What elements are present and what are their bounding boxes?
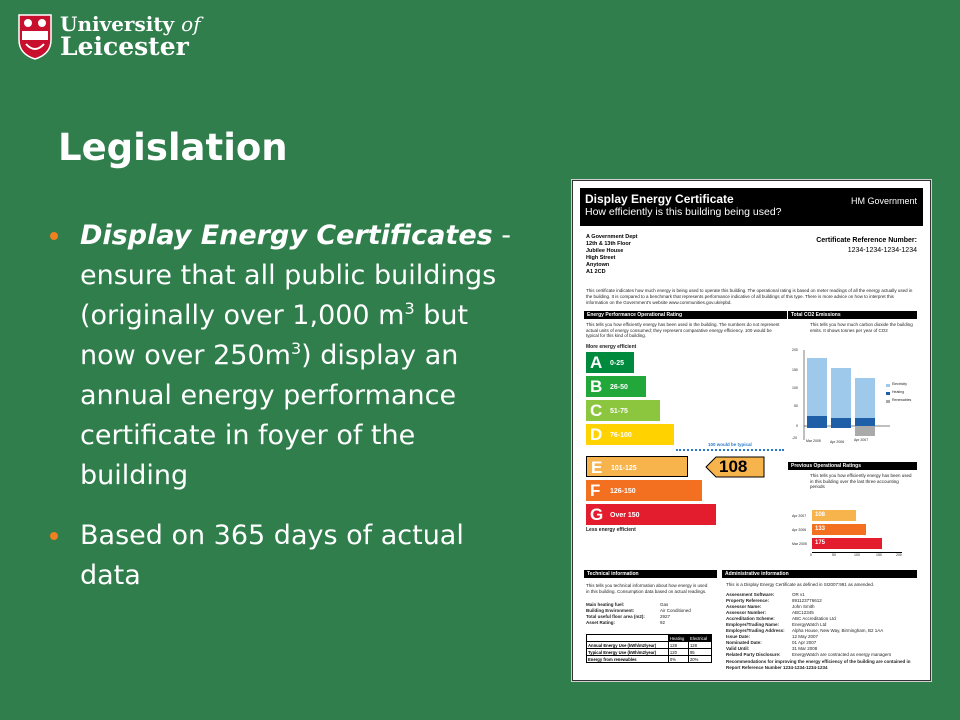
- crest-icon: [18, 14, 52, 60]
- admin-label: Employer/Trading Address:: [726, 628, 785, 633]
- rating-arrow: [705, 456, 765, 483]
- less-efficient-label: Less energy efficient: [586, 527, 636, 533]
- admin-label: Property Reference:: [726, 598, 770, 603]
- band-range: 76-100: [610, 432, 632, 439]
- bullet-dot-icon: [50, 232, 58, 240]
- certificate-header: Display Energy Certificate How efficiently is this building being used? HM Government: [580, 188, 923, 226]
- prev-ratings-header: Previous Operational Ratings: [788, 462, 917, 470]
- prev-rating-bar: 175: [812, 538, 882, 549]
- rating-band-b: [586, 376, 646, 397]
- admin-label: Assessor Name:: [726, 604, 762, 609]
- display-energy-certificate: Display Energy Certificate How efficiently is this building being used? HM Government A Government Dept 12th & 13th Floor Jubilee House High Street Anytown A1 2CD Certificate Reference Number: 1234-1234-1234-1234 This certificate indicates how much energy is being used to operate this building. The operational rating is based on meter readings of all the energy actually used in the building. It is compared to a benchmark that represents performance indicative of all buildings of this type. There is more advice on how to interpret this information on the Government's website www.communities.gov.uk/epbd. Energy Performance Operational Rating This tells you how efficiently energy has been used in the building. The numbers do not represent actual units of energy consumed; they represent comparative energy efficiency. 100 would be typical for this kind of building. More energy efficient A 0-25 B 26-50 C 51-75 D 76-100 E 101-125 F 126-150 G Over 150 100 would be typical 108 Less energy efficient Total CO2 Emissions This tells you how much carbon dioxide the building emits. It shows tonnes per year of CO2 Electricity Heating Renewables 200 150 100 50 0 -20 Mar 2005 Apr 2006 Apr 2007 Previous Operational Ratings This tells you how efficiently energy has been used in this building over the last three accounting periods Apr 2007 108 Apr 2006 133 Mar 2005 175 0 50 100 150 200 Technical information This tells you technical information about how energy is used in this building. Consumption data based on actual readings. Main heating fuel: Gas Building Environment: Air Conditioned Total useful floor area (m2): 2927 Asset Rating: 92 Heating Electrical Annual Energy Use (kWh/m2/year) 128 128 Typical Energy Use (kWh/m2/year) 120 95 Energy from renewables 0% 20% Administrative information This is a Display Energy Certificate as defined in SI2007:991 as amended. Assessment Software: OR v1 Property Reference: 891123776612 Assessor Name: John Smith Assessor Number: ABC12345 Accreditation Scheme: ABC Accreditation Ltd Employer/Trading Name: EnergyWatch Ltd Employer/Trading Address: Alpha House, New Way, Birmingham, B2 1AA Issue Date: 12 May 2007 Nominated Date: 01 Apr 2007 Valid Until: 31 Mar 2008 Related Party Disclosure: EnergyWatch are contracted as energy managers Recommendations for improving the energy efficiency of the building are contained in Report Reference Number 1234-1234-1234-1234: [572, 180, 931, 681]
- admin-value: EnergyWatch Ltd: [792, 622, 827, 627]
- tech-info-header: Technical information: [584, 570, 717, 578]
- prev-rating-bar: 108: [812, 510, 856, 521]
- prev-rating-bar: 133: [812, 524, 866, 535]
- admin-value: John Smith: [792, 604, 815, 609]
- band-range: Over 150: [610, 512, 640, 519]
- admin-label: Assessment Software:: [726, 592, 775, 597]
- tech-info-desc: This tells you technical information about how energy is used in this building. Consumption data based on actual readings.: [586, 583, 708, 594]
- typical-line: [676, 449, 784, 451]
- bullet-item: Display Energy Certificates - ensure that all public buildings (originally over 1,000 $m^3$ but now over $250m^3$) display an annual energy performance certificate in foyer of the building: [48, 216, 528, 496]
- admin-value: 891123776612: [792, 598, 822, 603]
- rating-band-f: [586, 480, 702, 501]
- rating-band-c: [586, 400, 660, 421]
- building-address: A Government Dept 12th & 13th Floor Jubilee House High Street Anytown A1 2CD: [586, 234, 638, 275]
- admin-value: Alpha House, New Way, Birmingham, B2 1AA: [792, 628, 884, 633]
- admin-footer: Recommendations for improving the energy efficiency of the building are contained in Report Reference Number 1234-1234-1234-1234: [726, 659, 911, 670]
- band-letter: F: [590, 481, 601, 500]
- more-efficient-label: More energy efficient: [586, 344, 637, 350]
- logo-line-2: Leicester: [60, 32, 189, 61]
- rating-band-e: [586, 456, 688, 477]
- admin-intro: This is a Display Energy Certificate as defined in SI2007:991 as amended.: [726, 582, 875, 587]
- prev-ratings-desc: This tells you how efficiently energy has been used in this building over the last three accounting periods: [810, 473, 912, 489]
- admin-label: Issue Date:: [726, 634, 751, 639]
- admin-label: Accreditation Scheme:: [726, 616, 775, 621]
- band-letter: E: [591, 458, 603, 477]
- band-range: 0-25: [610, 360, 625, 367]
- tech-table: Heating Electrical Annual Energy Use (kWh/m2/year) 128 128 Typical Energy Use (kWh/m2/year) 120 95 Energy from renewables 0% 20%: [586, 634, 712, 663]
- bullet-list: [48, 216, 528, 608]
- co2-header: Total CO2 Emissions: [788, 311, 917, 319]
- admin-value: EnergyWatch are contracted as energy managers: [792, 652, 892, 657]
- band-letter: G: [590, 505, 604, 524]
- band-letter: A: [590, 353, 603, 372]
- admin-info-header: Administrative information: [722, 570, 917, 578]
- band-range: 101-125: [611, 465, 637, 472]
- logo-line-1: University of: [60, 12, 201, 36]
- rating-band-g: [586, 504, 716, 525]
- admin-value: 01 Apr 2007: [792, 640, 817, 645]
- slide-title: Legislation: [58, 126, 288, 169]
- admin-value: ABC12345: [792, 610, 814, 615]
- hm-government-logo: HM Government: [850, 196, 917, 206]
- admin-value: 31 Mar 2008: [792, 646, 818, 651]
- band-range: 26-50: [610, 384, 628, 391]
- band-range: 51-75: [610, 408, 628, 415]
- admin-label: Related Party Disclosure:: [726, 652, 781, 657]
- op-rating-header: Energy Performance Operational Rating: [584, 311, 787, 319]
- admin-label: Employer/Trading Name:: [726, 622, 780, 627]
- band-letter: C: [590, 401, 603, 420]
- certificate-reference: Certificate Reference Number: 1234-1234-1234-1234: [816, 237, 917, 254]
- band-letter: B: [590, 377, 603, 396]
- band-letter: D: [590, 425, 603, 444]
- co2-desc: This tells you how much carbon dioxide the building emits. It shows tonnes per year of CO2: [810, 322, 913, 333]
- op-rating-desc: This tells you how efficiently energy has been used in the building. The numbers do not represent actual units of energy consumed; they represent comparative energy efficiency. 100 would be typical for this kind of building.: [586, 322, 780, 338]
- admin-value: ABC Accreditation Ltd: [792, 616, 836, 621]
- admin-value: OR v1: [792, 592, 805, 597]
- bullet-item: Based on 365 days of actual data: [48, 516, 528, 596]
- rating-band-d: [586, 424, 674, 445]
- bullet-dot-icon: [50, 532, 58, 540]
- admin-label: Nominated Date:: [726, 640, 762, 645]
- rating-band-a: [586, 352, 634, 373]
- bullet-emphasis: Display Energy Certificates: [80, 220, 493, 251]
- admin-value: 12 May 2007: [792, 634, 819, 639]
- university-logo: [18, 14, 201, 60]
- typical-label: 100 would be typical: [708, 442, 752, 447]
- admin-label: Assessor Number:: [726, 610, 767, 615]
- rating-value: 108: [719, 457, 748, 476]
- band-range: 126-150: [610, 488, 636, 495]
- admin-label: Valid Until:: [726, 646, 750, 651]
- certificate-intro: This certificate indicates how much energy is being used to operate this building. The operational rating is based on meter readings of all the energy actually used in the building. It is compared to a benchmark that represents performance indicative of all buildings of this type. There is more advice on how to interpret this information on the Government's website www.communities.gov.uk/epbd.: [586, 288, 913, 305]
